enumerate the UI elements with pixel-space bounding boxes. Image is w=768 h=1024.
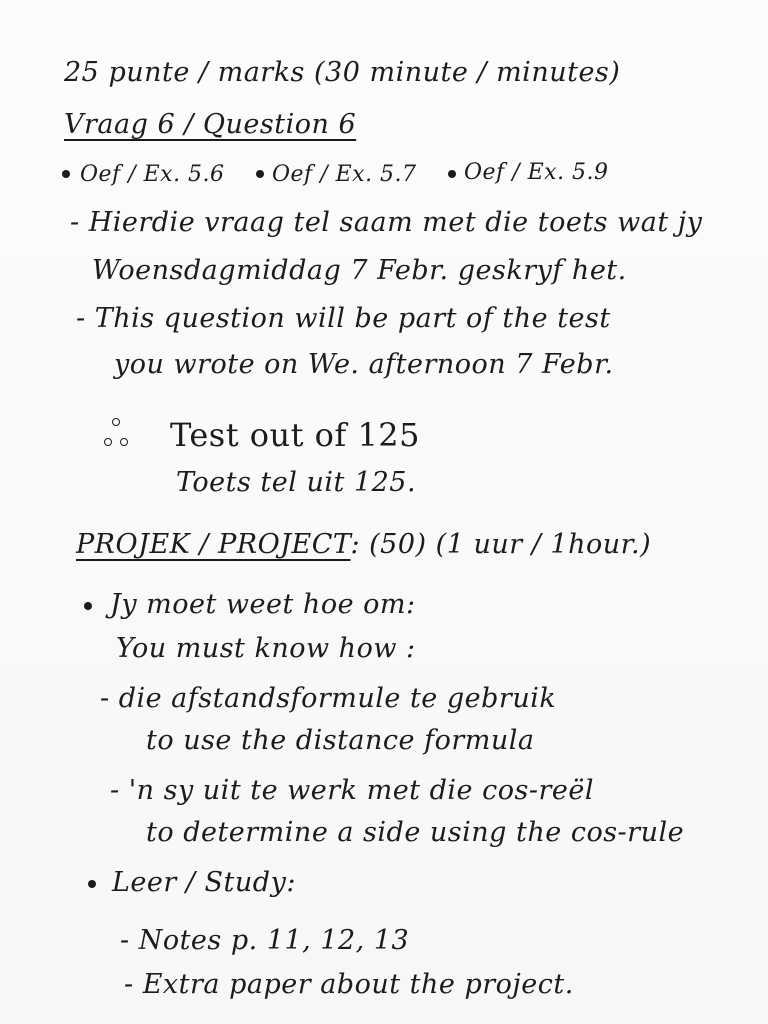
question-title: Vraag 6 / Question 6 [64,109,357,140]
project-details: : (50) (1 uur / 1hour.) [350,529,652,560]
study-item: - Extra paper about the project. [124,969,574,1000]
project-heading: PROJEK / PROJECT [76,529,351,560]
know-english: You must know how : [116,633,416,664]
item2-english: to determine a side using the cos-rule [146,817,685,848]
item1-english: to use the distance formula [146,725,535,756]
item2-afrikaans: - 'n sy uit te werk met die cos-reël [110,775,594,806]
bullet [256,170,264,178]
bullet [84,602,92,610]
item1-afrikaans: - die afstandsformule te gebruik [100,683,557,714]
bullet [88,880,96,888]
test-total-english: Test out of 125 [170,416,421,454]
test-total-afrikaans: Toets tel uit 125. [176,467,417,498]
note-english-line1: - This question will be part of the test [76,303,611,334]
note-afrikaans-line1: - Hierdie vraag tel saam met die toets wat jy [70,207,703,238]
exercise-item: Oef / Ex. 5.7 [272,162,417,187]
study-label: Leer / Study: [112,867,296,898]
know-afrikaans: Jy moet weet hoe om: [110,589,416,620]
exercise-item: Oef / Ex. 5.6 [80,162,225,187]
study-item: - Notes p. 11, 12, 13 [120,925,410,956]
therefore-dot-top [112,418,120,426]
bullet [448,170,456,178]
note-afrikaans-line2: Woensdagmiddag 7 Febr. geskryf het. [92,255,627,286]
project-header [76,528,651,562]
therefore-dot-right [120,438,128,446]
bullet [62,170,70,178]
therefore-dot-left [104,438,112,446]
exercise-item: Oef / Ex. 5.9 [464,160,609,185]
marks-line: 25 punte / marks (30 minute / minutes) [64,57,621,88]
note-english-line2: you wrote on We. afternoon 7 Febr. [114,349,614,380]
